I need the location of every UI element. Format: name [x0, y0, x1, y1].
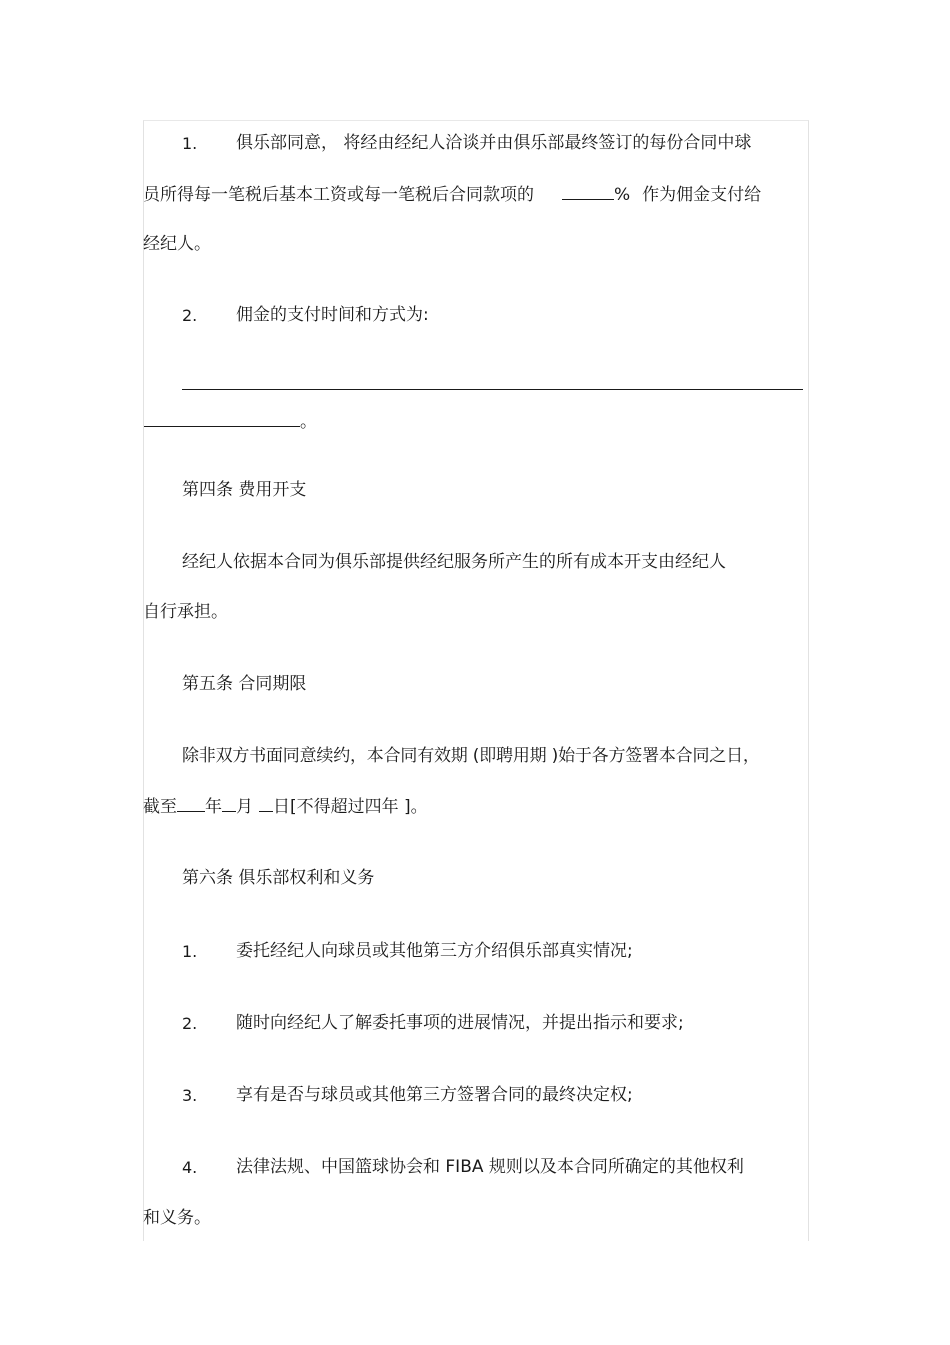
fill-in-line — [182, 389, 803, 390]
percent-blank — [562, 183, 614, 200]
month-blank — [222, 795, 236, 812]
year-label: 年 — [205, 797, 222, 817]
paragraph-line: 佣金的支付时间和方式为: — [236, 305, 429, 325]
item-number: 3. — [182, 1086, 198, 1105]
section-heading: 第六条 俱乐部权利和义务 — [182, 868, 375, 888]
section-heading: 第五条 合同期限 — [182, 674, 307, 694]
paragraph-text: 截至 — [143, 797, 177, 817]
fill-in-line — [144, 426, 300, 427]
item-number: 2. — [182, 1014, 198, 1033]
paragraph-line — [143, 183, 761, 206]
paragraph-text: 作为佣金支付给 — [642, 185, 762, 205]
end-mark: 。 — [300, 412, 317, 432]
day-label: 日[不得超过四年 ]。 — [273, 797, 428, 817]
paragraph-line: 和义务。 — [143, 1208, 211, 1228]
paragraph-line: 委托经纪人向球员或其他第三方介绍俱乐部真实情况; — [236, 941, 633, 961]
item-number: 1. — [182, 942, 198, 961]
paragraph-line — [143, 795, 428, 818]
item-number: 4. — [182, 1158, 198, 1177]
paragraph-line: 自行承担。 — [143, 602, 228, 622]
item-number: 2. — [182, 306, 198, 325]
day-blank — [259, 795, 273, 812]
paragraph-line: 法律法规、中国篮球协会和 FIBA 规则以及本合同所确定的其他权利 — [236, 1157, 744, 1177]
paragraph-line: 随时向经纪人了解委托事项的进展情况，并提出指示和要求; — [236, 1013, 684, 1033]
percent-sign: % — [614, 185, 631, 205]
section-heading: 第四条 费用开支 — [182, 480, 307, 500]
item-number: 1. — [182, 134, 198, 153]
paragraph-line: 经纪人。 — [143, 234, 211, 254]
paragraph-line: 除非双方书面同意续约，本合同有效期 (即聘用期 )始于各方签署本合同之日， — [182, 746, 760, 766]
paragraph-line: 经纪人依据本合同为俱乐部提供经纪服务所产生的所有成本开支由经纪人 — [182, 552, 726, 572]
month-label: 月 — [236, 797, 253, 817]
paragraph-line: 享有是否与球员或其他第三方签署合同的最终决定权; — [236, 1085, 633, 1105]
paragraph-text: 员所得每一笔税后基本工资或每一笔税后合同款项的 — [143, 185, 534, 205]
year-blank — [177, 795, 205, 812]
paragraph-line: 俱乐部同意， 将经由经纪人洽谈并由俱乐部最终签订的每份合同中球 — [236, 133, 752, 153]
